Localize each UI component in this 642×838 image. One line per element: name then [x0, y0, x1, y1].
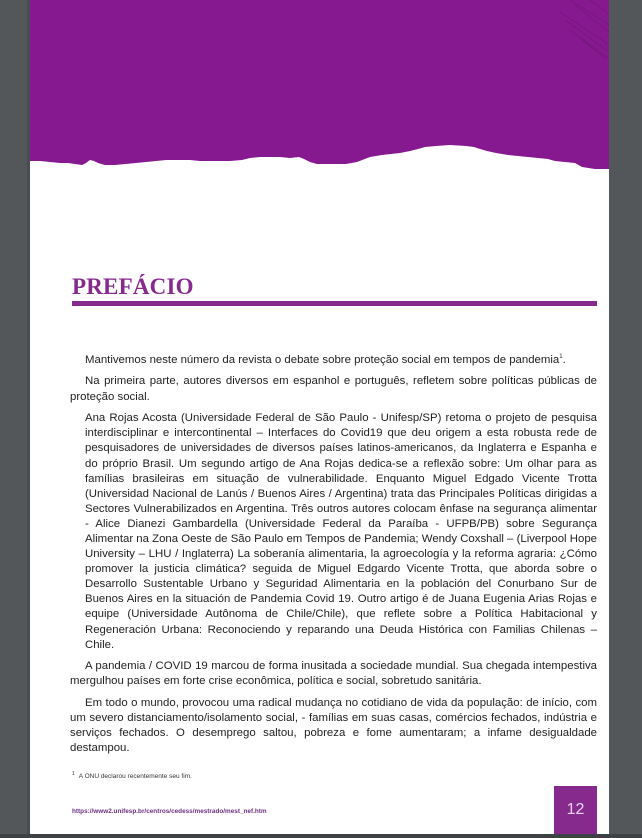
paragraph-2: Na primeira parte, autores diversos em espanhol e português, refletem sobre políticas públicas de proteção social. — [70, 375, 597, 403]
footnote — [72, 771, 192, 780]
paragraph-5: Em todo o mundo, provocou uma radical mudança no cotidiano de vida da população: de início, com um severo distanciamento/isolamento social, - famílias em suas casas, comércios fechados, indústria e serviços fechados. O desemprego saltou, pobreza e fome aumentaram; a infame desigualdade destampou. — [70, 697, 597, 755]
torn-paper-header-graphic — [30, 0, 609, 175]
title-underline — [72, 301, 597, 306]
page-title: PREFÁCIO — [72, 274, 194, 299]
paragraph-1 — [70, 350, 597, 368]
body-text — [70, 350, 597, 763]
footer-url-link[interactable]: https://www2.unifesp.br/centros/cedess/mestrado/mest_nef.htm — [72, 808, 267, 815]
paragraph-3: Ana Rojas Acosta (Universidade Federal de São Paulo - Unifesp/SP) retoma o projeto de pesquisa interdisciplinar e intercontinental – Interfaces do Covid19 que deu origem a esta robusta rede de pesquisadores de universidades de diversos países latinos-americanos, da Inglaterra e Espanha e do próprio Brasil. Um segundo artigo de Ana Rojas dedica-se a reflexão sobre: Um olhar para as famílias brasileiras em situação de vulnerabilidade. Enquanto Miguel Edgado Vicente Trotta (Universidad Nacional de Lanús / Buenos Aires / Argentina) trata das Principales Políticas dirigidas a Sectores Vulnerabilizados en Argentina. Três outros autores colocam ênfase na segurança alimentar - Alice Dianezi Gambardella (Universidade Federal da Paraíba - UFPB/PB) sobre Segurança Alimentar na Zona Oeste de São Paulo em Tempos de Pandemia; Wendy Coxshall – (Liverpool Hope University – LHU / Inglaterra) La soberanía alimentaria, la agroecología y la reforma agraria: ¿Cómo promover la justicia climática? seguida de Miguel Edgardo Vicente Trotta, que aborda sobre o Desarrollo Sustentable Urbano y Seguridad Alimentaria en la población del Conurbano Sur de Buenos Aires en la situación de Pandemia Covid 19. Outro artigo é de Juana Eugenia Arias Rojas e equipe (Universidade Autônoma de Chile/Chile), que reflete sobre a Política Habitacional y Regeneración Urbana: Reconociendo y reparando una Deuda Histórica con Familias Chilenas – Chile. — [85, 412, 597, 651]
paragraph-1-period: . — [562, 353, 566, 366]
viewer-bottom-edge — [0, 834, 642, 838]
page-number: 12 — [566, 801, 585, 818]
document-page — [30, 0, 609, 834]
paragraph-1-text: Mantivemos neste número da revista o debate sobre proteção social em tempos de pandemia — [85, 353, 560, 366]
footnote-marker: 1 — [72, 771, 75, 777]
paragraph-4: A pandemia / COVID 19 marcou de forma inusitada a sociedade mundial. Sua chegada intempestiva mergulhou países em forte crise econômica, política e social, sobretudo sanitária. — [70, 660, 597, 688]
page-number-box — [554, 786, 597, 834]
footnote-text: A ONU declarou recentemente seu fim. — [78, 773, 192, 781]
header-banner — [30, 0, 609, 175]
footnote-reference[interactable]: 1 — [559, 354, 563, 360]
